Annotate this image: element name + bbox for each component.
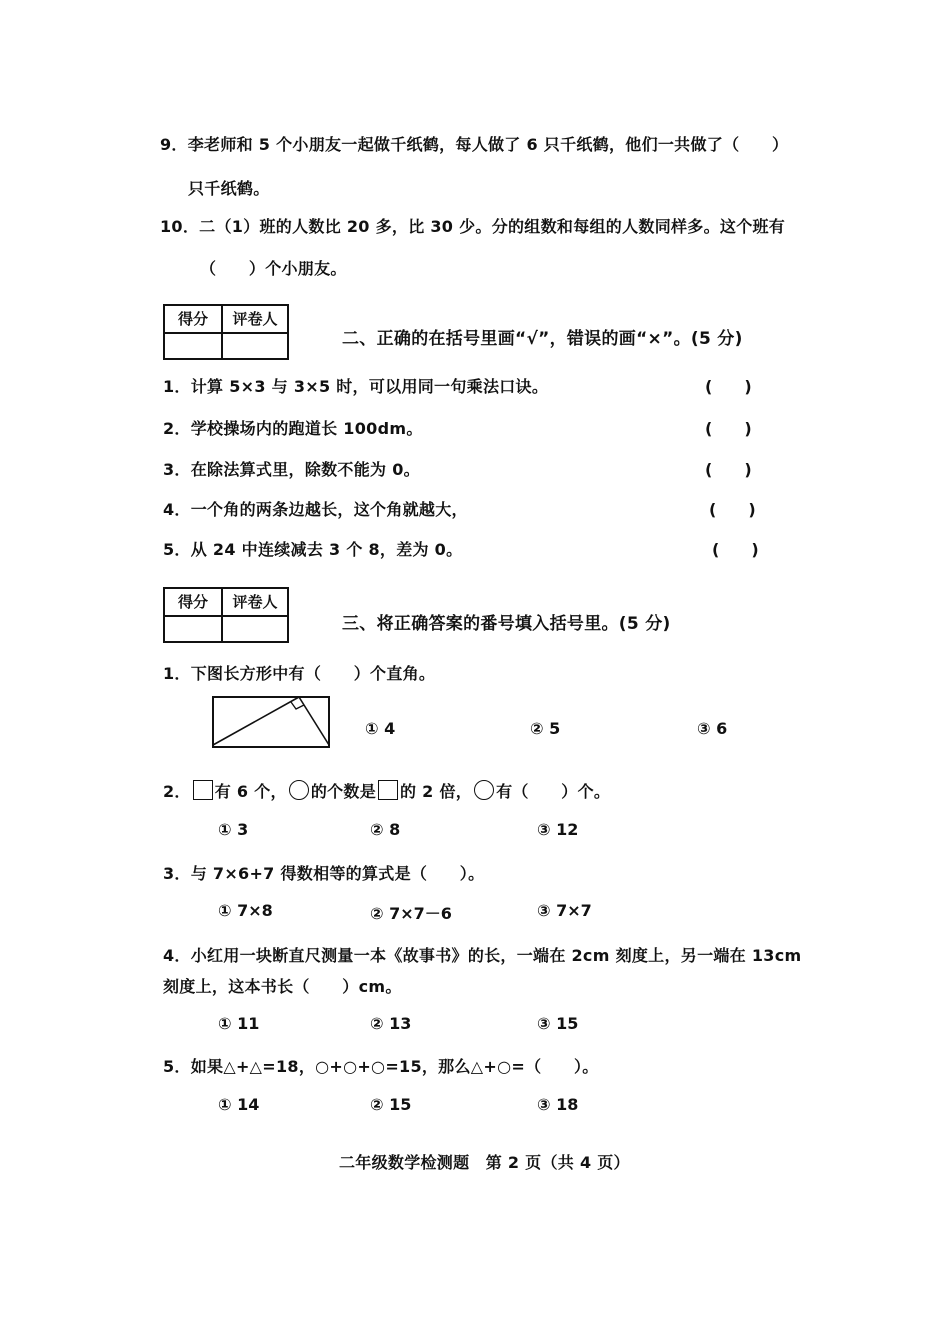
judge-answer-1[interactable]: ( )	[705, 377, 752, 396]
q4-option-3[interactable]: ③ 15	[537, 1014, 579, 1033]
q1-option-1[interactable]: ① 4	[365, 719, 396, 738]
question-9-line-1: 9．李老师和 5 个小朋友一起做千纸鹤，每人做了 6 只千纸鹤，他们一共做了（ ）	[160, 135, 789, 154]
q3-option-1[interactable]: ① 7×8	[218, 901, 273, 920]
choice-question-2	[163, 779, 610, 802]
circle-icon	[289, 780, 309, 800]
score-label: 得分	[165, 589, 223, 615]
q2-part-2: 的个数是	[310, 782, 377, 801]
q3-option-2[interactable]: ② 7×7－6	[370, 904, 452, 923]
score-box-section-3	[163, 587, 289, 643]
q2-part-3: 的 2 倍，	[400, 782, 473, 801]
judge-answer-2[interactable]: ( )	[705, 419, 752, 438]
judge-item-2: 2．学校操场内的跑道长 100dm。	[163, 419, 423, 438]
question-9-line-2: 只千纸鹤。	[188, 179, 270, 198]
judge-answer-4[interactable]: ( )	[709, 500, 756, 519]
circle-icon	[474, 780, 494, 800]
judge-answer-3[interactable]: ( )	[705, 460, 752, 479]
grader-label: 评卷人	[232, 310, 278, 328]
grader-cell[interactable]	[223, 617, 287, 643]
question-10-line-1: 10．二（1）班的人数比 20 多，比 30 少。分的组数和每组的人数同样多。这个班有	[160, 217, 786, 236]
judge-answer-5[interactable]: ( )	[712, 540, 759, 559]
choice-question-5: 5．如果△+△=18，○+○+○=15，那么△+○=（ ）。	[163, 1057, 599, 1076]
score-cell[interactable]	[165, 617, 223, 643]
choice-question-4-line-2: 刻度上，这本书长（ ）cm。	[163, 977, 402, 996]
q5-option-1[interactable]: ① 14	[218, 1095, 260, 1114]
q2-part-1: 有 6 个，	[214, 782, 287, 801]
q1-option-2[interactable]: ② 5	[530, 719, 561, 738]
choice-question-4-line-1: 4．小红用一块断直尺测量一本《故事书》的长，一端在 2cm 刻度上，另一端在 13cm	[163, 946, 802, 965]
q5-option-2[interactable]: ② 15	[370, 1095, 412, 1114]
choice-question-1: 1．下图长方形中有（ ）个直角。	[163, 664, 436, 683]
choice-question-3: 3．与 7×6+7 得数相等的算式是（ ）。	[163, 864, 485, 883]
rectangle-figure	[211, 695, 333, 749]
judge-item-1: 1．计算 5×3 与 3×5 时，可以用同一句乘法口诀。	[163, 377, 549, 396]
q4-option-2[interactable]: ② 13	[370, 1014, 412, 1033]
q4-option-1[interactable]: ① 11	[218, 1014, 260, 1033]
q2-prefix: 2．	[163, 782, 191, 801]
judge-item-5: 5．从 24 中连续减去 3 个 8，差为 0。	[163, 540, 463, 559]
q2-option-2[interactable]: ② 8	[370, 820, 401, 839]
score-label: 得分	[165, 306, 223, 332]
section-3-title: 三、将正确答案的番号填入括号里。(5 分)	[342, 614, 671, 634]
grader-cell[interactable]	[223, 334, 287, 360]
page-footer: 二年级数学检测题 第 2 页（共 4 页）	[339, 1153, 630, 1172]
square-icon	[378, 780, 398, 800]
score-cell[interactable]	[165, 334, 223, 360]
section-2-title: 二、正确的在括号里画“√”，错误的画“×”。(5 分)	[342, 329, 743, 349]
score-box-section-2	[163, 304, 289, 360]
q2-option-1[interactable]: ① 3	[218, 820, 249, 839]
q5-option-3[interactable]: ③ 18	[537, 1095, 579, 1114]
judge-item-3: 3．在除法算式里，除数不能为 0。	[163, 460, 420, 479]
q2-option-3[interactable]: ③ 12	[537, 820, 579, 839]
q2-part-4: 有（ ）个。	[496, 782, 611, 801]
question-10-line-2: （ ）个小朋友。	[200, 259, 347, 278]
square-icon	[193, 780, 213, 800]
grader-label: 评卷人	[232, 593, 278, 611]
q1-option-3[interactable]: ③ 6	[697, 719, 728, 738]
q3-option-3[interactable]: ③ 7×7	[537, 901, 592, 920]
judge-item-4: 4．一个角的两条边越长，这个角就越大，	[163, 500, 468, 519]
